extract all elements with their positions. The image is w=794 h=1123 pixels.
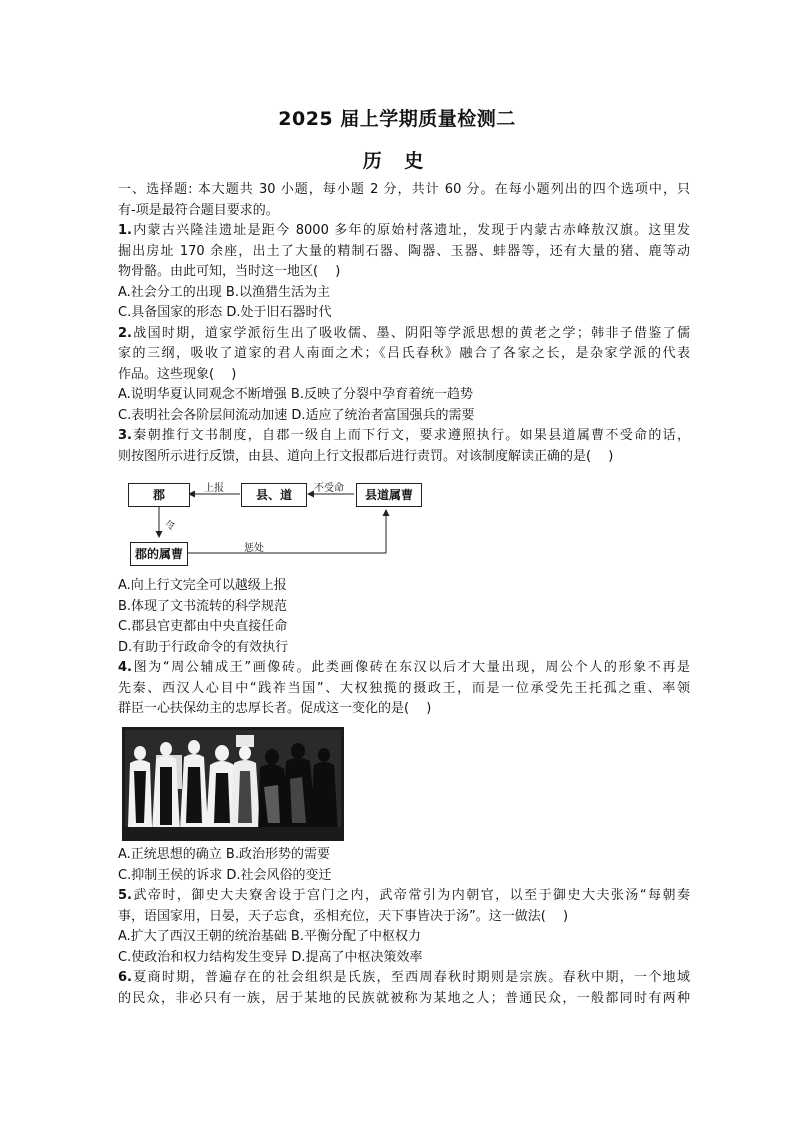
question-4-line: 群臣一心扶保幼主的忠厚长者。促成这一变化的是( ) [118,701,432,716]
question-3-option: C.郡县官吏都由中央直接任命 [118,619,288,634]
box-jun-shucao: 郡的属曹 [130,542,188,566]
question-3-line: 3.秦朝推行文书制度，自郡一级自上而下行文，要求遵照执行。如果县道属曹不受命的话， [118,428,690,443]
question-4-line: 4.图为“周公辅成王”画像砖。此类画像砖在东汉以后才大量出现，周公个人的形象不再是 [118,660,690,675]
box-jun: 郡 [128,483,190,507]
label-chuchu: 惩处 [244,543,264,554]
question-3-number: 3. [118,428,132,443]
exam-title: 2025 届上学期质量检测二 [278,108,516,130]
question-5-option: C.使政治和权力结构发生变异 D.提高了中枢决策效率 [118,949,423,965]
question-3-line: 则按图所示进行反馈，由县、道向上行文报郡后进行责罚。对该制度解读正确的是( ) [118,448,614,464]
text-block-middle [118,576,690,720]
question-5-line: 事，语国家用，日晏，天子忘食，丞相充位，天下事皆决于汤”。这一做法( ) [118,908,569,924]
question-6-line: 6.夏商时期，普遍存在的社会组织是氏族，至西周春秋时期则是宗族。春秋中期，一个地域 [118,970,690,985]
section-instruction-line: 一、选择题: 本大题共 30 小题，每小题 2 分，共计 60 分。在每小题列出的四个选项中，只 [118,182,690,197]
question-2-option: A.说明华夏认同观念不断增强 B.反映了分裂中孕育着统一趋势 [118,387,473,402]
question-1-option: C.具备国家的形态 D.处于旧石器时代 [118,305,332,320]
question-4-line: 先秦、西汉人心目中“践祚当国”、大权独揽的摄政王，而是一位承受先王托孤之重、率领 [118,680,690,696]
section-instruction-line: 有-项是最符合题目要求的。 [118,202,279,218]
document-flow-diagram [128,479,428,569]
question-6-number: 6. [118,970,132,985]
question-1-line: 1.内蒙古兴隆洼遗址是距今 8000 多年的原始村落遗址，发现于内蒙古赤峰敖汉旗。这里发 [118,223,690,238]
question-1-number: 1. [118,223,132,238]
box-xiandao-shucao: 县道属曹 [356,483,422,507]
brick-relief-image [122,727,344,841]
question-1-option: A.社会分工的出现 B.以渔猎生活为主 [118,284,330,300]
label-ling: 令 [165,521,175,532]
question-2-line: 家的三纲，吸收了道家的君人南面之术；《吕氏春秋》融合了各家之长，是杂家学派的代表 [118,346,690,361]
question-2-line: 2.战国时期，道家学派衍生出了吸收儒、墨、阴阳等学派思想的黄老之学；韩非子借鉴了儒 [118,325,690,341]
question-6-line: 的民众，非必只有一族，居于某地的民族就被称为某地之人；普通民众，一般都同时有两种 [118,990,690,1006]
question-5-option: A.扩大了西汉王朝的统治基础 B.平衡分配了中枢权力 [118,929,421,944]
question-5-line: 5.武帝时，御史大夫寮舍设于宫门之内，武帝常引为内朝官，以至于御史大夫张汤“每朝奏 [118,888,690,903]
label-bushouming: 不受命 [314,483,344,494]
text-block-bottom [118,845,690,1009]
question-3-option: A.向上行文完全可以越级上报 [118,578,287,593]
question-3-option: B.体现了文书流转的科学规范 [118,598,288,614]
question-4-option: C.抑制王侯的诉求 D.社会风俗的变迁 [118,867,332,883]
label-shangbao: 上报 [204,483,224,494]
question-5-number: 5. [118,888,132,903]
brick-relief-drawing [122,727,344,841]
exam-subject: 历 史 [362,150,432,172]
question-4-number: 4. [118,660,132,675]
question-2-option: C.表明社会各阶层间流动加速 D.适应了统治者富国强兵的需要 [118,407,475,423]
question-3-option: D.有助于行政命令的有效执行 [118,639,289,655]
question-1-line: 掘出房址 170 余座，出土了大量的精制石器、陶器、玉器、蚌器等，还有大量的猪、鹿等动 [118,243,690,259]
question-2-number: 2. [118,325,132,341]
question-2-line: 作品。这些现象( ) [118,366,237,382]
text-block-top [118,180,690,467]
box-xian-dao: 县、道 [241,483,307,507]
question-4-option: A.正统思想的确立 B.政治形势的需要 [118,847,330,862]
question-1-line: 物骨骼。由此可知，当时这一地区( ) [118,264,341,279]
